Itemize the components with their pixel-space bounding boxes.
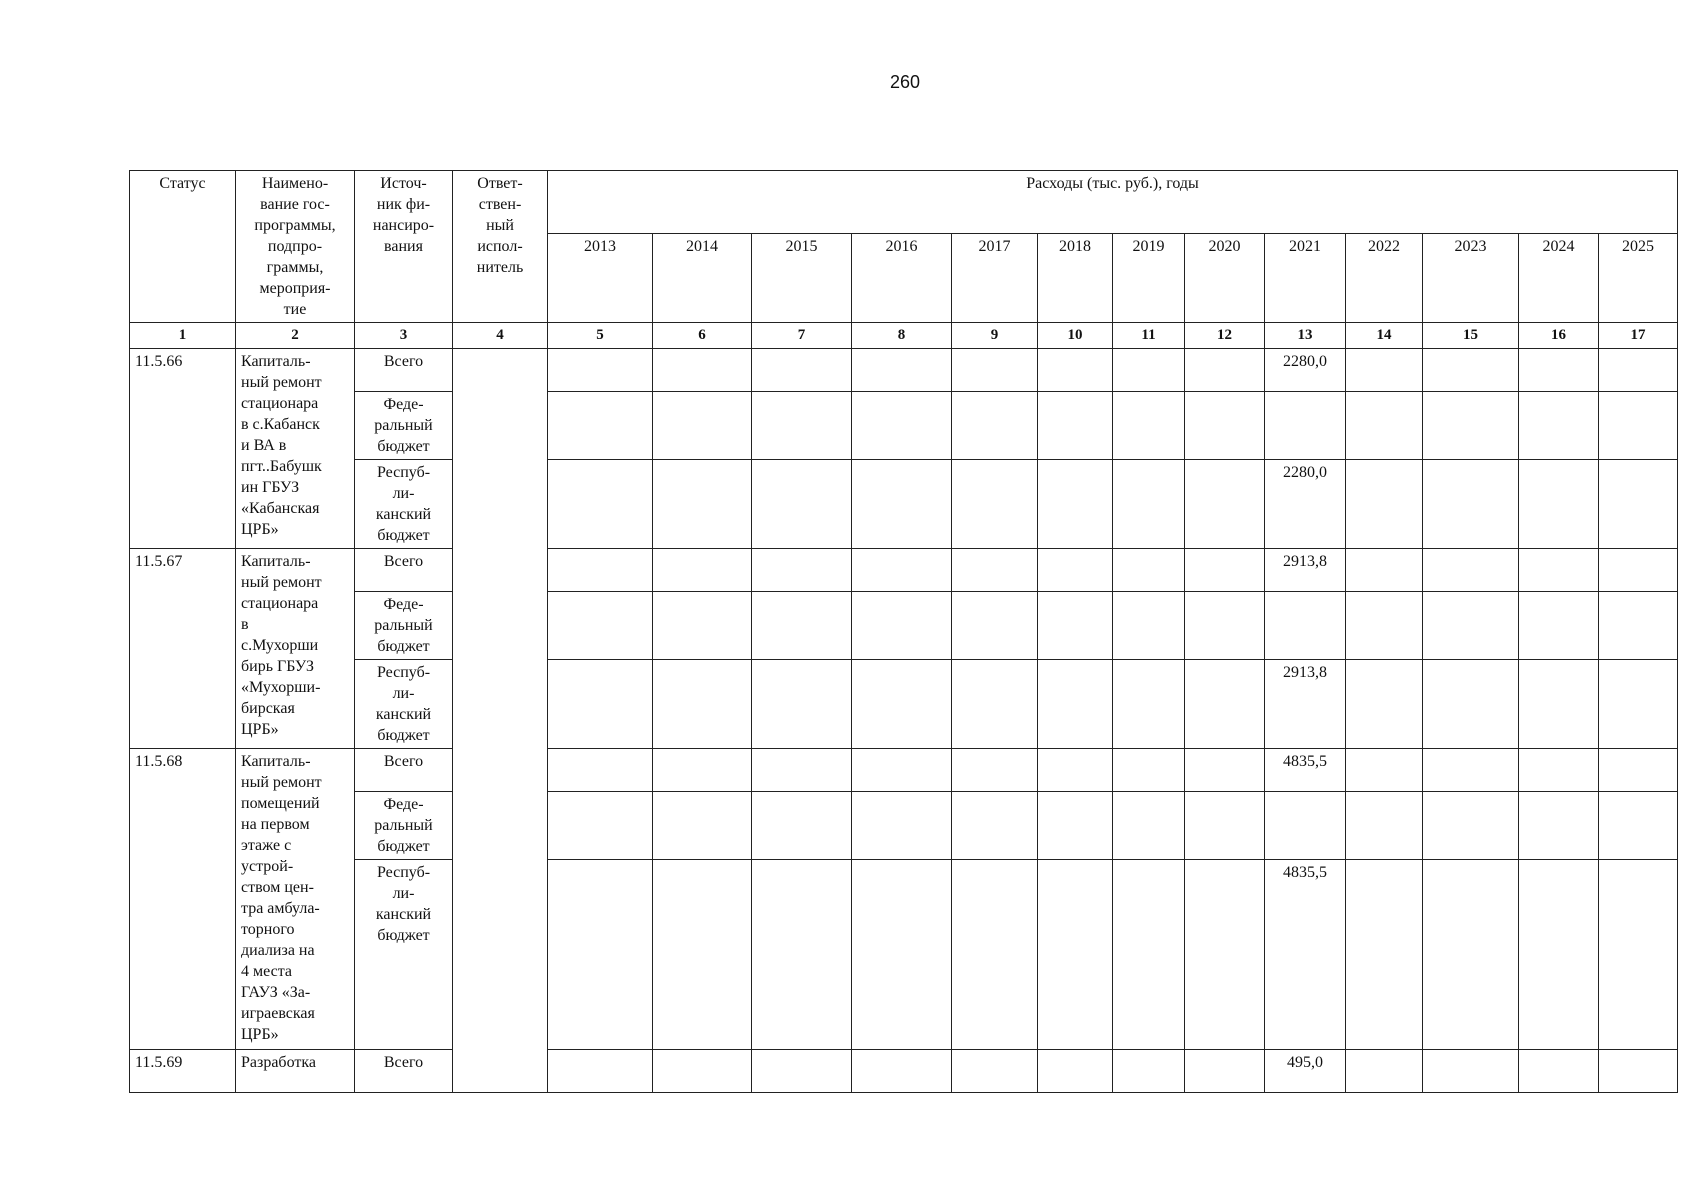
table-row xyxy=(130,749,1678,792)
column-number: 7 xyxy=(752,323,852,349)
status-cell: 11.5.68 xyxy=(130,749,236,1050)
year-cell: 2025 xyxy=(1599,233,1678,322)
column-number: 9 xyxy=(952,323,1038,349)
source-cell: Всего xyxy=(355,349,453,392)
column-number-row xyxy=(130,323,1678,349)
table-row xyxy=(130,592,1678,660)
table-row xyxy=(130,1050,1678,1093)
source-cell: Респуб- ли- канский бюджет xyxy=(355,460,453,549)
column-number: 2 xyxy=(236,323,355,349)
column-number: 1 xyxy=(130,323,236,349)
column-number: 13 xyxy=(1265,323,1346,349)
source-cell: Респуб- ли- канский бюджет xyxy=(355,860,453,1050)
year-cell: 2023 xyxy=(1423,233,1519,322)
status-cell: 11.5.66 xyxy=(130,349,236,549)
source-cell: Всего xyxy=(355,1050,453,1093)
header-source: Источ- ник фи- нансиро- вания xyxy=(355,171,453,323)
status-cell: 11.5.69 xyxy=(130,1050,236,1093)
column-number: 4 xyxy=(453,323,548,349)
source-cell: Всего xyxy=(355,749,453,792)
value-cell-2021: 2913,8 xyxy=(1265,549,1346,592)
value-cell-2021: 4835,5 xyxy=(1265,860,1346,1050)
budget-table xyxy=(129,170,1678,1093)
value-cell-2021: 4835,5 xyxy=(1265,749,1346,792)
year-cell: 2022 xyxy=(1346,233,1423,322)
source-cell: Респуб- ли- канский бюджет xyxy=(355,660,453,749)
table-row xyxy=(130,392,1678,460)
table-row xyxy=(130,860,1678,1050)
header-expenses: Расходы (тыс. руб.), годы xyxy=(548,171,1678,234)
column-number: 10 xyxy=(1038,323,1113,349)
source-cell: Феде- ральный бюджет xyxy=(355,792,453,860)
value-cell-2021: 2280,0 xyxy=(1265,349,1346,392)
responsible-cell xyxy=(453,349,548,1093)
table-row xyxy=(130,460,1678,549)
column-number: 3 xyxy=(355,323,453,349)
column-number: 15 xyxy=(1423,323,1519,349)
table-row xyxy=(130,792,1678,860)
source-cell: Феде- ральный бюджет xyxy=(355,592,453,660)
header-name: Наимено- вание гос- программы, подпро- граммы, мероприя- тие xyxy=(236,171,355,323)
header-status: Статус xyxy=(130,171,236,323)
value-cell-2021: 495,0 xyxy=(1265,1050,1346,1093)
column-number: 14 xyxy=(1346,323,1423,349)
source-cell: Феде- ральный бюджет xyxy=(355,392,453,460)
column-number: 5 xyxy=(548,323,653,349)
table-row xyxy=(130,349,1678,392)
status-cell: 11.5.67 xyxy=(130,549,236,749)
year-cell: 2017 xyxy=(952,233,1038,322)
value-cell-2021: 2280,0 xyxy=(1265,460,1346,549)
name-cell: Капиталь- ный ремонт стационара в с.Мухорши бирь ГБУЗ «Мухорши- бирская ЦРБ» xyxy=(236,549,355,749)
column-number: 8 xyxy=(852,323,952,349)
header-row-top xyxy=(130,171,1678,234)
table-row xyxy=(130,549,1678,592)
name-cell: Разработка xyxy=(236,1050,355,1093)
year-cell: 2018 xyxy=(1038,233,1113,322)
source-cell: Всего xyxy=(355,549,453,592)
column-number: 11 xyxy=(1113,323,1185,349)
year-cell: 2024 xyxy=(1519,233,1599,322)
page-number: 260 xyxy=(889,72,921,92)
table-row xyxy=(130,660,1678,749)
year-cell: 2014 xyxy=(653,233,752,322)
column-number: 16 xyxy=(1519,323,1599,349)
year-cell: 2013 xyxy=(548,233,653,322)
name-cell: Капиталь- ный ремонт стационара в с.Кабанск и ВА в пгт..Бабушк ин ГБУЗ «Кабанская ЦРБ» xyxy=(236,349,355,549)
year-cell: 2015 xyxy=(752,233,852,322)
column-number: 17 xyxy=(1599,323,1678,349)
value-cell-2021: 2913,8 xyxy=(1265,660,1346,749)
column-number: 12 xyxy=(1185,323,1265,349)
year-cell: 2021 xyxy=(1265,233,1346,322)
name-cell: Капиталь- ный ремонт помещений на первом этаже с устрой- ством цен- тра амбула- торного диализа на 4 места ГАУЗ «За- играевская ЦРБ» xyxy=(236,749,355,1050)
year-cell: 2016 xyxy=(852,233,952,322)
header-responsible: Ответ- ствен- ный испол- нитель xyxy=(453,171,548,323)
year-cell: 2019 xyxy=(1113,233,1185,322)
year-cell: 2020 xyxy=(1185,233,1265,322)
column-number: 6 xyxy=(653,323,752,349)
